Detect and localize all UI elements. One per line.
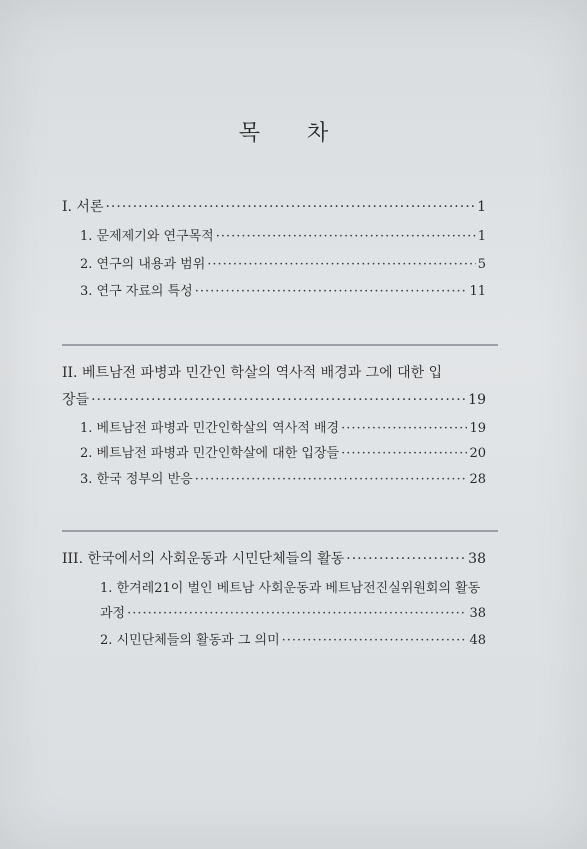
leader-dots [195, 284, 468, 300]
leader-dots [216, 229, 476, 245]
toc-item-label: 3. 연구 자료의 특성 [80, 284, 193, 299]
toc-item-2-1 [80, 421, 486, 437]
toc-section-3 [62, 551, 486, 567]
leader-dots [282, 633, 468, 649]
toc-item-label: 2. 베트남전 파병과 민간인학살에 대한 입장들 [80, 446, 340, 461]
toc-section-1-page: 1 [477, 199, 486, 215]
toc-section-3-page: 38 [468, 551, 486, 567]
toc-item-3-1 [100, 606, 486, 622]
toc-item-1-1 [80, 229, 486, 245]
leader-dots [105, 199, 475, 215]
toc-section-2 [62, 392, 486, 408]
toc-item-1-2 [80, 257, 486, 273]
toc-section-2-label-line1: II. 베트남전 파병과 민간인 학살의 역사적 배경과 그에 대한 입 [62, 365, 443, 381]
section-divider [62, 344, 498, 346]
toc-section-2-label-line2: 장들 [62, 392, 90, 408]
toc-item-page: 28 [469, 472, 486, 487]
toc-item-label-line2: 과정 [100, 606, 126, 621]
toc-item-label: 1. 문제제기와 연구목적 [80, 229, 214, 244]
leader-dots [346, 551, 466, 567]
toc-item-3-1-label-line1: 1. 한겨레21이 벌인 베트남 사회운동과 베트남전진실위원회의 활동 [100, 581, 481, 596]
leader-dots [127, 606, 467, 622]
leader-dots [195, 472, 468, 488]
toc-section-3-label: III. 한국에서의 사회운동과 시민단체들의 활동 [62, 551, 345, 567]
toc-section-1 [62, 199, 486, 215]
toc-item-3-2 [100, 633, 486, 649]
toc-item-label: 2. 시민단체들의 활동과 그 의미 [100, 633, 280, 648]
toc-item-page: 48 [469, 633, 486, 648]
toc-item-1-3 [80, 284, 486, 300]
toc-item-page: 5 [477, 257, 486, 272]
toc-item-2-3 [80, 472, 486, 488]
toc-title: 목 차 [238, 121, 349, 146]
leader-dots [91, 392, 466, 408]
section-divider [62, 530, 498, 532]
toc-item-label: 3. 한국 정부의 반응 [80, 472, 193, 487]
toc-item-2-2 [80, 446, 486, 462]
leader-dots [207, 257, 475, 273]
toc-item-page: 38 [469, 606, 486, 621]
toc-item-label: 2. 연구의 내용과 범위 [80, 257, 206, 272]
toc-item-page: 19 [469, 421, 486, 436]
toc-item-label: 1. 베트남전 파병과 민간인학살의 역사적 배경 [80, 421, 340, 436]
toc-section-1-label: I. 서론 [62, 199, 104, 215]
toc-item-page: 20 [469, 446, 486, 461]
leader-dots [341, 421, 467, 437]
toc-item-page: 1 [477, 229, 486, 244]
toc-section-2-page: 19 [468, 392, 486, 408]
leader-dots [341, 446, 467, 462]
toc-item-page: 11 [469, 284, 486, 299]
